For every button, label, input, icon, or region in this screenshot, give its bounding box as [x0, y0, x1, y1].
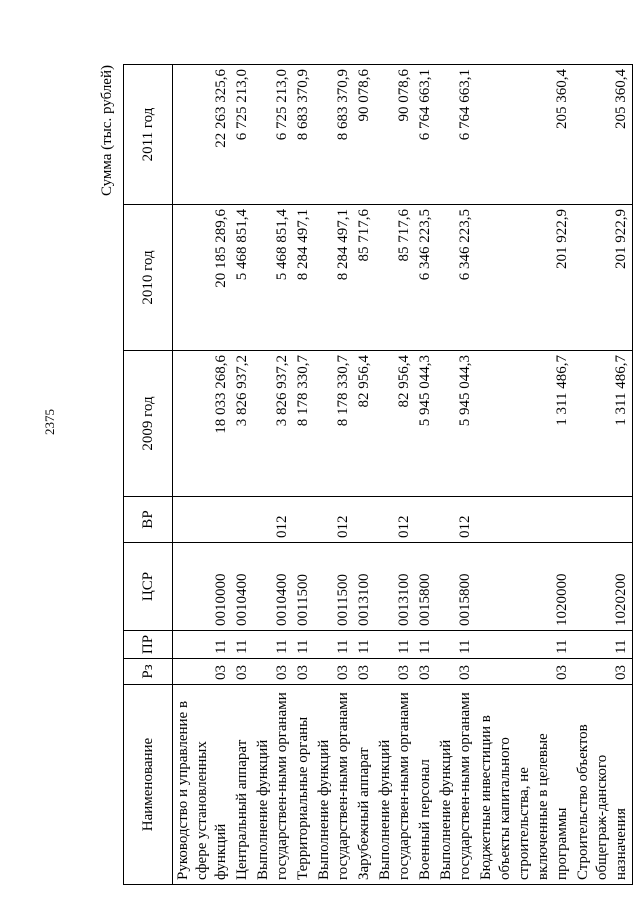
cell-vr	[476, 497, 573, 543]
budget-table-body	[173, 65, 633, 885]
cell-vr	[173, 497, 233, 543]
table-row	[314, 65, 354, 885]
cell-csr: 1020200	[573, 543, 633, 631]
cell-pr: 11	[476, 631, 573, 659]
cell-y2010: 85 717,6	[354, 205, 375, 351]
cell-vr: 012	[375, 497, 415, 543]
cell-csr: 0010400	[232, 543, 253, 631]
cell-pr: 11	[253, 631, 293, 659]
cell-name: Выполнение функций государствен-ными органами	[253, 685, 293, 885]
cell-pr: 11	[415, 631, 436, 659]
cell-y2009: 18 033 268,6	[173, 351, 233, 497]
header-vr: ВР	[124, 497, 173, 543]
cell-rz: 03	[415, 659, 436, 685]
cell-pr: 11	[314, 631, 354, 659]
cell-name: Бюджетные инвестиции в объекты капитального строительства, не включенные в целевые программы	[476, 685, 573, 885]
cell-csr: 0013100	[375, 543, 415, 631]
cell-pr: 11	[232, 631, 253, 659]
table-row	[253, 65, 293, 885]
cell-y2010: 6 346 223,5	[436, 205, 476, 351]
cell-csr: 0013100	[354, 543, 375, 631]
header-2011: 2011 год	[124, 65, 173, 205]
header-rz: Рз	[124, 659, 173, 685]
page-number: 2375	[42, 409, 57, 435]
cell-rz: 03	[354, 659, 375, 685]
cell-vr	[573, 497, 633, 543]
cell-name: Территориальные органы	[293, 685, 314, 885]
cell-y2009: 5 945 044,3	[436, 351, 476, 497]
cell-y2009: 3 826 937,2	[232, 351, 253, 497]
cell-y2010: 6 346 223,5	[415, 205, 436, 351]
table-row	[476, 65, 573, 885]
cell-y2009: 1 311 486,7	[573, 351, 633, 497]
cell-y2010: 20 185 289,6	[173, 205, 233, 351]
cell-name: Выполнение функций государствен-ными органами	[436, 685, 476, 885]
cell-pr: 11	[354, 631, 375, 659]
cell-name: Выполнение функций государствен-ными органами	[314, 685, 354, 885]
cell-rz: 03	[232, 659, 253, 685]
cell-csr: 0010000	[173, 543, 233, 631]
cell-y2011: 22 263 325,6	[173, 65, 233, 205]
table-row	[232, 65, 253, 885]
cell-name: Выполнение функций государствен-ными органами	[375, 685, 415, 885]
header-pr: ПР	[124, 631, 173, 659]
cell-csr: 0011500	[293, 543, 314, 631]
cell-y2011: 90 078,6	[354, 65, 375, 205]
cell-name: Военный персонал	[415, 685, 436, 885]
cell-y2011: 8 683 370,9	[293, 65, 314, 205]
table-row	[354, 65, 375, 885]
cell-y2010: 201 922,9	[573, 205, 633, 351]
cell-vr	[415, 497, 436, 543]
cell-rz: 03	[253, 659, 293, 685]
header-row	[124, 65, 173, 885]
cell-csr: 1020000	[476, 543, 573, 631]
header-2009: 2009 год	[124, 351, 173, 497]
cell-name: Зарубежный аппарат	[354, 685, 375, 885]
rotated-page-content	[95, 65, 630, 885]
cell-pr: 11	[375, 631, 415, 659]
cell-vr	[293, 497, 314, 543]
cell-y2009: 5 945 044,3	[415, 351, 436, 497]
cell-vr	[232, 497, 253, 543]
cell-y2011: 6 725 213,0	[232, 65, 253, 205]
table-row	[573, 65, 633, 885]
cell-pr: 11	[436, 631, 476, 659]
cell-y2011: 8 683 370,9	[314, 65, 354, 205]
cell-vr: 012	[436, 497, 476, 543]
cell-rz: 03	[173, 659, 233, 685]
cell-y2009: 82 956,4	[375, 351, 415, 497]
cell-y2011: 90 078,6	[375, 65, 415, 205]
cell-name: Центральный аппарат	[232, 685, 253, 885]
cell-vr	[354, 497, 375, 543]
units-note: Сумма (тыс. рублей)	[99, 65, 115, 197]
header-csr: ЦСР	[124, 543, 173, 631]
cell-vr: 012	[253, 497, 293, 543]
cell-csr: 0015800	[415, 543, 436, 631]
cell-name: Руководство и управление в сфере установленных функций	[173, 685, 233, 885]
cell-y2010: 8 284 497,1	[314, 205, 354, 351]
cell-pr: 11	[573, 631, 633, 659]
header-name: Наименование	[124, 685, 173, 885]
table-row	[415, 65, 436, 885]
cell-y2011: 6 725 213,0	[253, 65, 293, 205]
cell-y2010: 5 468 851,4	[232, 205, 253, 351]
cell-y2010: 85 717,6	[375, 205, 415, 351]
table-row	[436, 65, 476, 885]
cell-vr: 012	[314, 497, 354, 543]
budget-table	[123, 64, 633, 885]
cell-pr: 11	[293, 631, 314, 659]
table-row	[173, 65, 233, 885]
cell-csr: 0010400	[253, 543, 293, 631]
table-row	[293, 65, 314, 885]
header-2010: 2010 год	[124, 205, 173, 351]
cell-rz: 03	[375, 659, 415, 685]
cell-csr: 0011500	[314, 543, 354, 631]
cell-rz: 03	[476, 659, 573, 685]
cell-y2009: 8 178 330,7	[293, 351, 314, 497]
cell-rz: 03	[293, 659, 314, 685]
cell-name: Строительство объектов общеграж-данского назначения	[573, 685, 633, 885]
cell-y2009: 3 826 937,2	[253, 351, 293, 497]
cell-rz: 03	[314, 659, 354, 685]
cell-y2009: 8 178 330,7	[314, 351, 354, 497]
cell-y2011: 6 764 663,1	[415, 65, 436, 205]
cell-y2010: 201 922,9	[476, 205, 573, 351]
cell-pr: 11	[173, 631, 233, 659]
cell-y2011: 205 360,4	[476, 65, 573, 205]
cell-y2011: 6 764 663,1	[436, 65, 476, 205]
cell-y2010: 5 468 851,4	[253, 205, 293, 351]
cell-y2009: 1 311 486,7	[476, 351, 573, 497]
table-row	[375, 65, 415, 885]
cell-y2011: 205 360,4	[573, 65, 633, 205]
cell-rz: 03	[573, 659, 633, 685]
cell-y2010: 8 284 497,1	[293, 205, 314, 351]
cell-csr: 0015800	[436, 543, 476, 631]
cell-rz: 03	[436, 659, 476, 685]
cell-y2009: 82 956,4	[354, 351, 375, 497]
